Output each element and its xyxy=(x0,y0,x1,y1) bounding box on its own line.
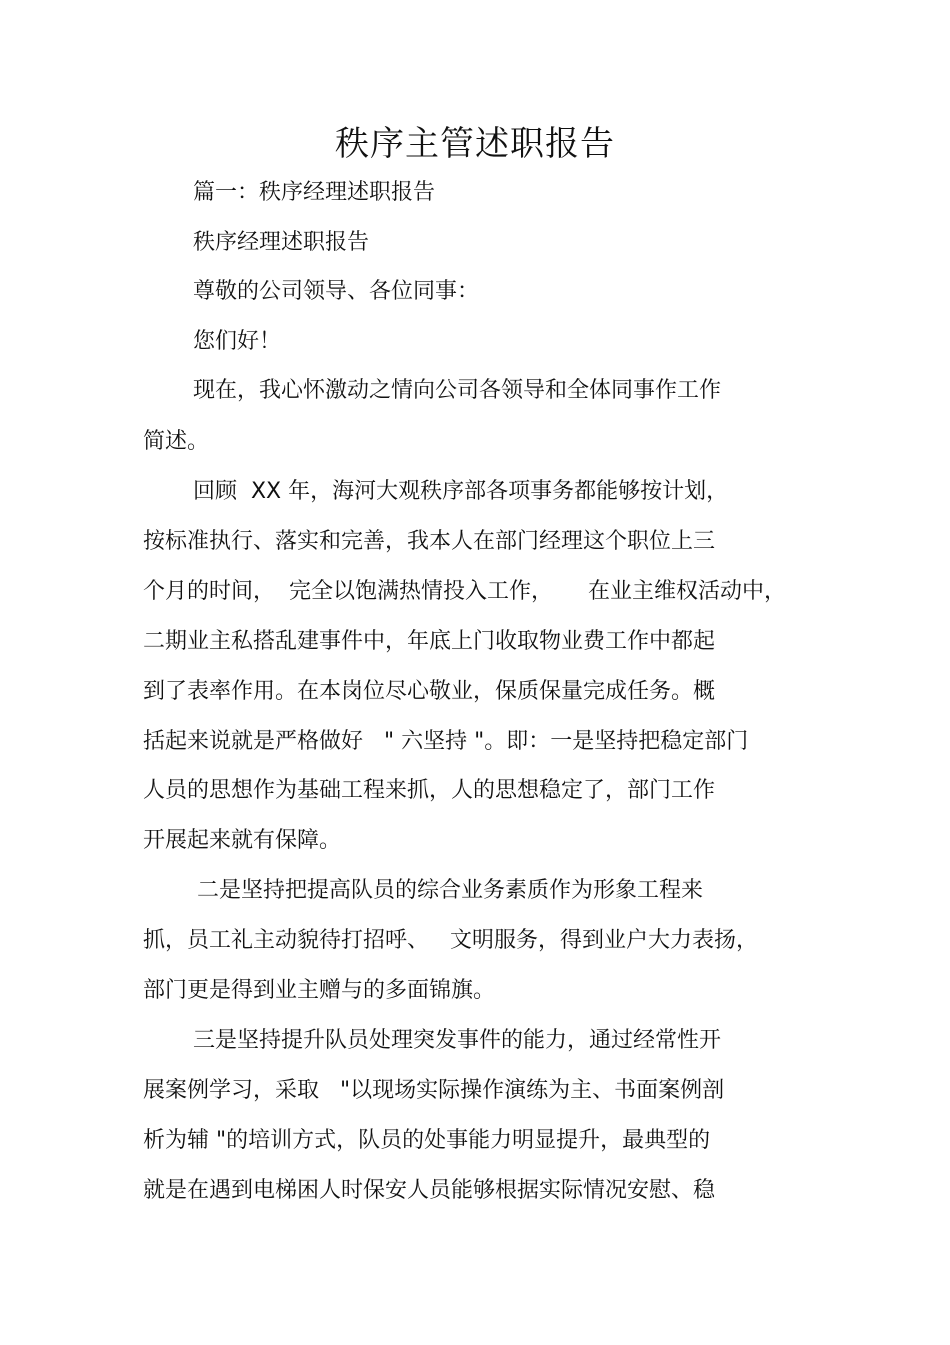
document-line: 三是坚持提升队员处理突发事件的能力，通过经常性开 xyxy=(193,1028,722,1053)
document-line: 您们好！ xyxy=(193,329,282,354)
document-line: 到了表率作用。在本岗位尽心敬业，保质保量完成任务。概 xyxy=(143,679,716,704)
document-line: 二是坚持把提高队员的综合业务素质作为形象工程来 xyxy=(197,878,704,903)
document-line: 二期业主私搭乱建事件中，年底上门收取物业费工作中都起 xyxy=(143,629,716,654)
document-line: 按标准执行、落实和完善，我本人在部门经理这个职位上三 xyxy=(143,529,716,554)
document-line: 简述。 xyxy=(143,429,210,454)
document-line: 篇一：秩序经理述职报告 xyxy=(193,180,436,205)
document-line: 抓，员工礼主动貌待打招呼、 文明服务，得到业户大力表扬， xyxy=(143,928,758,953)
document-line: 秩序经理述职报告 xyxy=(193,230,370,255)
document-line: 析为辅 "的培训方式，队员的处事能力明显提升，最典型的 xyxy=(143,1128,711,1153)
document-line: 回顾 XX 年，海河大观秩序部各项事务都能够按计划， xyxy=(193,479,729,504)
document-line: 部门更是得到业主赠与的多面锦旗。 xyxy=(143,978,496,1003)
document-line: 就是在遇到电梯困人时保安人员能够根据实际情况安慰、稳 xyxy=(143,1178,716,1203)
document-line: 人员的思想作为基础工程来抓，人的思想稳定了，部门工作 xyxy=(143,778,716,803)
document-line: 个月的时间， 完全以饱满热情投入工作， 在业主维权活动中， xyxy=(143,579,786,604)
document-line: 展案例学习，采取 "以现场实际操作演练为主、书面案例剖 xyxy=(143,1078,725,1103)
document-title: 秩序主管述职报告 xyxy=(335,124,615,164)
document-line: 尊敬的公司领导、各位同事： xyxy=(193,279,480,304)
document-line: 括起来说就是严格做好 " 六坚持 "。即：一是坚持把稳定部门 xyxy=(143,729,749,754)
document-line: 开展起来就有保障。 xyxy=(143,828,342,853)
document-line: 现在，我心怀激动之情向公司各领导和全体同事作工作 xyxy=(193,378,722,403)
